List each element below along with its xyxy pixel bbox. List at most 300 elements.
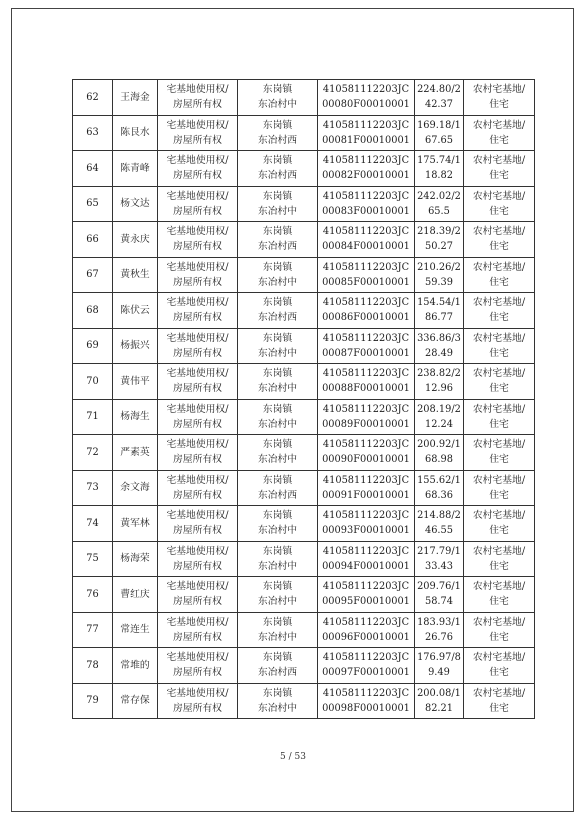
area-line: 67.65 <box>424 134 454 146</box>
location-cell <box>238 364 318 400</box>
unit-code-cell <box>318 186 415 222</box>
usage-cell <box>464 683 535 719</box>
area-line: 18.82 <box>424 170 454 182</box>
usage-cell <box>464 115 535 151</box>
owner-name-cell: 曹红庆 <box>113 577 158 613</box>
unit-code-line: 410581112203JC <box>322 403 410 415</box>
right-type-line: 宅基地使用权/ <box>166 510 229 522</box>
right-type-line: 宅基地使用权/ <box>166 226 229 238</box>
row-number-cell: 73 <box>73 470 113 506</box>
area-cell <box>415 506 464 542</box>
owner-name-cell: 常连生 <box>113 612 158 648</box>
usage-cell <box>464 222 535 258</box>
usage-cell <box>464 612 535 648</box>
unit-code-line: 00097F00010001 <box>322 667 410 679</box>
unit-code-line: 410581112203JC <box>322 190 410 202</box>
right-type-cell <box>158 470 238 506</box>
usage-line: 住宅 <box>489 702 509 714</box>
unit-code-line: 410581112203JC <box>322 510 410 522</box>
unit-code-line: 410581112203JC <box>322 226 410 238</box>
table-row <box>73 612 535 648</box>
area-cell <box>415 257 464 293</box>
unit-code-line: 00094F00010001 <box>322 560 410 572</box>
unit-code-line: 410581112203JC <box>322 155 410 167</box>
unit-code-cell <box>318 683 415 719</box>
owner-name-cell: 杨海荣 <box>113 541 158 577</box>
right-type-line: 房屋所有权 <box>173 560 222 572</box>
usage-cell <box>464 257 535 293</box>
location-line: 东冶村中 <box>257 383 298 395</box>
usage-cell <box>464 80 535 116</box>
area-cell <box>415 151 464 187</box>
unit-code-line: 00088F00010001 <box>322 383 410 395</box>
usage-line: 住宅 <box>489 170 509 182</box>
row-number-cell: 68 <box>73 293 113 329</box>
unit-code-line: 00083F00010001 <box>322 205 410 217</box>
location-line: 东冶村中 <box>257 276 298 288</box>
usage-cell <box>464 399 535 435</box>
row-number-cell: 79 <box>73 683 113 719</box>
unit-code-line: 00085F00010001 <box>322 276 410 288</box>
location-line: 东岗镇 <box>262 84 293 96</box>
usage-line: 农村宅基地/ <box>472 226 526 238</box>
location-cell <box>238 186 318 222</box>
area-line: 68.98 <box>424 454 454 466</box>
unit-code-cell <box>318 115 415 151</box>
table-row <box>73 293 535 329</box>
location-line: 东冶村中 <box>257 702 298 714</box>
right-type-cell <box>158 612 238 648</box>
location-line: 东岗镇 <box>262 474 293 486</box>
area-cell <box>415 435 464 471</box>
usage-line: 农村宅基地/ <box>472 368 526 380</box>
usage-line: 住宅 <box>489 99 509 111</box>
table-row <box>73 648 535 684</box>
area-line: 175.74/1 <box>417 155 461 167</box>
owner-name-cell: 严素英 <box>113 435 158 471</box>
location-line: 东冶村中 <box>257 454 298 466</box>
row-number-cell: 62 <box>73 80 113 116</box>
owner-name-cell: 杨振兴 <box>113 328 158 364</box>
unit-code-line: 00098F00010001 <box>322 702 410 714</box>
row-number-cell: 76 <box>73 577 113 613</box>
usage-line: 住宅 <box>489 312 509 324</box>
right-type-line: 房屋所有权 <box>173 134 222 146</box>
usage-line: 农村宅基地/ <box>472 119 526 131</box>
right-type-cell <box>158 293 238 329</box>
right-type-line: 宅基地使用权/ <box>166 261 229 273</box>
location-line: 东冶村西 <box>257 667 298 679</box>
owner-name-cell: 黄伟平 <box>113 364 158 400</box>
location-line: 东岗镇 <box>262 581 293 593</box>
usage-line: 住宅 <box>489 276 509 288</box>
unit-code-line: 00086F00010001 <box>322 312 410 324</box>
usage-line: 住宅 <box>489 134 509 146</box>
table-row <box>73 541 535 577</box>
unit-code-line: 410581112203JC <box>322 261 410 273</box>
right-type-line: 房屋所有权 <box>173 418 222 430</box>
unit-code-line: 00096F00010001 <box>322 631 410 643</box>
right-type-line: 宅基地使用权/ <box>166 332 229 344</box>
location-line: 东岗镇 <box>262 687 293 699</box>
right-type-cell <box>158 186 238 222</box>
table-row <box>73 364 535 400</box>
owner-name-cell: 陈伏云 <box>113 293 158 329</box>
unit-code-cell <box>318 612 415 648</box>
owner-name-cell: 黄军林 <box>113 506 158 542</box>
area-cell <box>415 293 464 329</box>
area-line: 336.86/3 <box>417 332 461 344</box>
usage-cell <box>464 506 535 542</box>
unit-code-cell <box>318 541 415 577</box>
location-line: 东冶村西 <box>257 312 298 324</box>
usage-line: 农村宅基地/ <box>472 510 526 522</box>
table-row <box>73 151 535 187</box>
location-line: 东岗镇 <box>262 155 293 167</box>
row-number-cell: 66 <box>73 222 113 258</box>
row-number-cell: 74 <box>73 506 113 542</box>
area-cell <box>415 648 464 684</box>
right-type-line: 宅基地使用权/ <box>166 545 229 557</box>
right-type-line: 房屋所有权 <box>173 347 222 359</box>
usage-line: 住宅 <box>489 667 509 679</box>
right-type-cell <box>158 364 238 400</box>
area-line: 209.76/1 <box>417 581 461 593</box>
row-number-cell: 70 <box>73 364 113 400</box>
unit-code-line: 410581112203JC <box>322 545 410 557</box>
area-line: 169.18/1 <box>417 119 461 131</box>
unit-code-line: 410581112203JC <box>322 368 410 380</box>
usage-line: 住宅 <box>489 489 509 501</box>
right-type-line: 房屋所有权 <box>173 205 222 217</box>
location-line: 东岗镇 <box>262 190 293 202</box>
area-line: 238.82/2 <box>417 368 461 380</box>
area-line: 58.74 <box>424 596 454 608</box>
unit-code-line: 00091F00010001 <box>322 489 410 501</box>
location-cell <box>238 648 318 684</box>
table-row <box>73 470 535 506</box>
right-type-cell <box>158 328 238 364</box>
right-type-line: 房屋所有权 <box>173 241 222 253</box>
right-type-line: 房屋所有权 <box>173 631 222 643</box>
usage-line: 农村宅基地/ <box>472 616 526 628</box>
location-line: 东岗镇 <box>262 439 293 451</box>
right-type-line: 房屋所有权 <box>173 667 222 679</box>
unit-code-line: 410581112203JC <box>322 687 410 699</box>
location-line: 东岗镇 <box>262 652 293 664</box>
area-line: 26.76 <box>424 631 454 643</box>
right-type-line: 宅基地使用权/ <box>166 616 229 628</box>
location-line: 东岗镇 <box>262 226 293 238</box>
area-cell <box>415 612 464 648</box>
right-type-cell <box>158 115 238 151</box>
unit-code-line: 00087F00010001 <box>322 347 410 359</box>
location-line: 东冶村中 <box>257 631 298 643</box>
right-type-cell <box>158 151 238 187</box>
unit-code-line: 410581112203JC <box>322 581 410 593</box>
usage-line: 住宅 <box>489 205 509 217</box>
location-cell <box>238 470 318 506</box>
right-type-line: 宅基地使用权/ <box>166 368 229 380</box>
table-row <box>73 80 535 116</box>
usage-line: 农村宅基地/ <box>472 332 526 344</box>
row-number-cell: 71 <box>73 399 113 435</box>
right-type-line: 房屋所有权 <box>173 312 222 324</box>
right-type-cell <box>158 506 238 542</box>
unit-code-line: 410581112203JC <box>322 332 410 344</box>
usage-line: 住宅 <box>489 596 509 608</box>
area-line: 59.39 <box>424 276 454 288</box>
unit-code-line: 00082F00010001 <box>322 170 410 182</box>
usage-cell <box>464 577 535 613</box>
location-cell <box>238 80 318 116</box>
location-cell <box>238 222 318 258</box>
location-line: 东岗镇 <box>262 297 293 309</box>
usage-line: 农村宅基地/ <box>472 439 526 451</box>
unit-code-cell <box>318 364 415 400</box>
location-cell <box>238 577 318 613</box>
location-cell <box>238 293 318 329</box>
usage-line: 住宅 <box>489 631 509 643</box>
right-type-cell <box>158 648 238 684</box>
row-number-cell: 78 <box>73 648 113 684</box>
table-row <box>73 577 535 613</box>
right-type-line: 房屋所有权 <box>173 276 222 288</box>
unit-code-cell <box>318 151 415 187</box>
usage-line: 农村宅基地/ <box>472 261 526 273</box>
right-type-cell <box>158 257 238 293</box>
unit-code-line: 00089F00010001 <box>322 418 410 430</box>
usage-line: 住宅 <box>489 560 509 572</box>
usage-line: 住宅 <box>489 383 509 395</box>
right-type-line: 房屋所有权 <box>173 383 222 395</box>
usage-line: 住宅 <box>489 347 509 359</box>
area-cell <box>415 541 464 577</box>
right-type-line: 房屋所有权 <box>173 454 222 466</box>
usage-line: 农村宅基地/ <box>472 84 526 96</box>
usage-line: 农村宅基地/ <box>472 190 526 202</box>
area-cell <box>415 577 464 613</box>
usage-cell <box>464 435 535 471</box>
location-cell <box>238 115 318 151</box>
unit-code-cell <box>318 399 415 435</box>
right-type-cell <box>158 399 238 435</box>
unit-code-cell <box>318 222 415 258</box>
right-type-line: 宅基地使用权/ <box>166 155 229 167</box>
area-line: 155.62/1 <box>417 474 461 486</box>
location-line: 东岗镇 <box>262 403 293 415</box>
right-type-cell <box>158 683 238 719</box>
unit-code-line: 00095F00010001 <box>322 596 410 608</box>
row-number-cell: 65 <box>73 186 113 222</box>
owner-name-cell: 常存保 <box>113 683 158 719</box>
owner-name-cell: 陈艮水 <box>113 115 158 151</box>
area-line: 208.19/2 <box>417 403 461 415</box>
usage-cell <box>464 648 535 684</box>
area-line: 33.43 <box>424 560 454 572</box>
table-row <box>73 222 535 258</box>
registration-table-body <box>73 80 535 719</box>
row-number-cell: 69 <box>73 328 113 364</box>
usage-line: 住宅 <box>489 241 509 253</box>
location-line: 东岗镇 <box>262 368 293 380</box>
area-line: 65.5 <box>428 205 450 217</box>
location-line: 东岗镇 <box>262 119 293 131</box>
usage-cell <box>464 151 535 187</box>
right-type-line: 宅基地使用权/ <box>166 439 229 451</box>
usage-cell <box>464 186 535 222</box>
row-number-cell: 77 <box>73 612 113 648</box>
right-type-cell <box>158 222 238 258</box>
owner-name-cell: 黄秋生 <box>113 257 158 293</box>
area-line: 183.93/1 <box>417 616 461 628</box>
unit-code-cell <box>318 257 415 293</box>
location-cell <box>238 151 318 187</box>
right-type-line: 房屋所有权 <box>173 525 222 537</box>
area-cell <box>415 328 464 364</box>
location-cell <box>238 683 318 719</box>
location-line: 东岗镇 <box>262 545 293 557</box>
location-line: 东冶村中 <box>257 560 298 572</box>
usage-cell <box>464 364 535 400</box>
area-line: 200.92/1 <box>417 439 461 451</box>
usage-line: 农村宅基地/ <box>472 581 526 593</box>
usage-line: 农村宅基地/ <box>472 155 526 167</box>
registration-table <box>72 79 535 719</box>
location-cell <box>238 435 318 471</box>
table-row <box>73 506 535 542</box>
location-line: 东冶村中 <box>257 99 298 111</box>
area-line: 28.49 <box>424 347 454 359</box>
unit-code-cell <box>318 328 415 364</box>
unit-code-cell <box>318 80 415 116</box>
right-type-line: 房屋所有权 <box>173 99 222 111</box>
usage-cell <box>464 293 535 329</box>
table-row <box>73 328 535 364</box>
area-line: 218.39/2 <box>417 226 461 238</box>
row-number-cell: 67 <box>73 257 113 293</box>
location-line: 东冶村西 <box>257 134 298 146</box>
row-number-cell: 72 <box>73 435 113 471</box>
right-type-line: 房屋所有权 <box>173 702 222 714</box>
right-type-line: 宅基地使用权/ <box>166 297 229 309</box>
table-row <box>73 115 535 151</box>
location-line: 东岗镇 <box>262 261 293 273</box>
area-line: 200.08/1 <box>417 687 461 699</box>
area-line: 12.24 <box>424 418 454 430</box>
location-cell <box>238 612 318 648</box>
area-cell <box>415 186 464 222</box>
area-line: 176.97/8 <box>417 652 461 664</box>
location-cell <box>238 257 318 293</box>
location-line: 东冶村中 <box>257 525 298 537</box>
location-cell <box>238 328 318 364</box>
right-type-line: 宅基地使用权/ <box>166 687 229 699</box>
location-cell <box>238 399 318 435</box>
right-type-cell <box>158 80 238 116</box>
owner-name-cell: 黄永庆 <box>113 222 158 258</box>
area-line: 9.49 <box>428 667 450 679</box>
unit-code-line: 00081F00010001 <box>322 134 410 146</box>
right-type-cell <box>158 577 238 613</box>
unit-code-cell <box>318 435 415 471</box>
row-number-cell: 63 <box>73 115 113 151</box>
usage-line: 住宅 <box>489 418 509 430</box>
usage-line: 农村宅基地/ <box>472 403 526 415</box>
owner-name-cell: 陈青峰 <box>113 151 158 187</box>
area-cell <box>415 470 464 506</box>
table-row <box>73 186 535 222</box>
area-cell <box>415 80 464 116</box>
area-cell <box>415 222 464 258</box>
area-cell <box>415 399 464 435</box>
row-number-cell: 75 <box>73 541 113 577</box>
table-row <box>73 683 535 719</box>
right-type-cell <box>158 435 238 471</box>
area-cell <box>415 364 464 400</box>
usage-line: 农村宅基地/ <box>472 545 526 557</box>
usage-cell <box>464 328 535 364</box>
right-type-line: 房屋所有权 <box>173 489 222 501</box>
unit-code-line: 00090F00010001 <box>322 454 410 466</box>
unit-code-line: 00084F00010001 <box>322 241 410 253</box>
right-type-line: 宅基地使用权/ <box>166 474 229 486</box>
unit-code-line: 00080F00010001 <box>322 99 410 111</box>
area-line: 86.77 <box>424 312 454 324</box>
location-line: 东冶村中 <box>257 347 298 359</box>
usage-cell <box>464 541 535 577</box>
row-number-cell: 64 <box>73 151 113 187</box>
area-line: 210.26/2 <box>417 261 461 273</box>
unit-code-cell <box>318 470 415 506</box>
right-type-line: 宅基地使用权/ <box>166 581 229 593</box>
right-type-line: 宅基地使用权/ <box>166 84 229 96</box>
table-row <box>73 399 535 435</box>
right-type-cell <box>158 541 238 577</box>
area-line: 68.36 <box>424 489 454 501</box>
area-line: 217.79/1 <box>417 545 461 557</box>
owner-name-cell: 杨海生 <box>113 399 158 435</box>
usage-line: 农村宅基地/ <box>472 687 526 699</box>
right-type-line: 房屋所有权 <box>173 170 222 182</box>
right-type-line: 宅基地使用权/ <box>166 652 229 664</box>
location-line: 东岗镇 <box>262 510 293 522</box>
owner-name-cell: 常堆的 <box>113 648 158 684</box>
location-line: 东冶村中 <box>257 205 298 217</box>
right-type-line: 宅基地使用权/ <box>166 190 229 202</box>
area-cell <box>415 683 464 719</box>
area-line: 42.37 <box>424 99 454 111</box>
area-line: 12.96 <box>424 383 454 395</box>
usage-line: 农村宅基地/ <box>472 297 526 309</box>
owner-name-cell: 王海金 <box>113 80 158 116</box>
location-cell <box>238 541 318 577</box>
area-line: 82.21 <box>424 702 454 714</box>
unit-code-line: 410581112203JC <box>322 439 410 451</box>
usage-line: 住宅 <box>489 454 509 466</box>
location-line: 东冶村中 <box>257 596 298 608</box>
right-type-line: 房屋所有权 <box>173 596 222 608</box>
area-line: 46.55 <box>424 525 454 537</box>
area-cell <box>415 115 464 151</box>
unit-code-line: 410581112203JC <box>322 84 410 96</box>
unit-code-line: 00093F00010001 <box>322 525 410 537</box>
location-line: 东冶村中 <box>257 418 298 430</box>
area-line: 154.54/1 <box>417 297 461 309</box>
unit-code-line: 410581112203JC <box>322 616 410 628</box>
page-number: 5 / 53 <box>280 752 306 762</box>
unit-code-line: 410581112203JC <box>322 297 410 309</box>
